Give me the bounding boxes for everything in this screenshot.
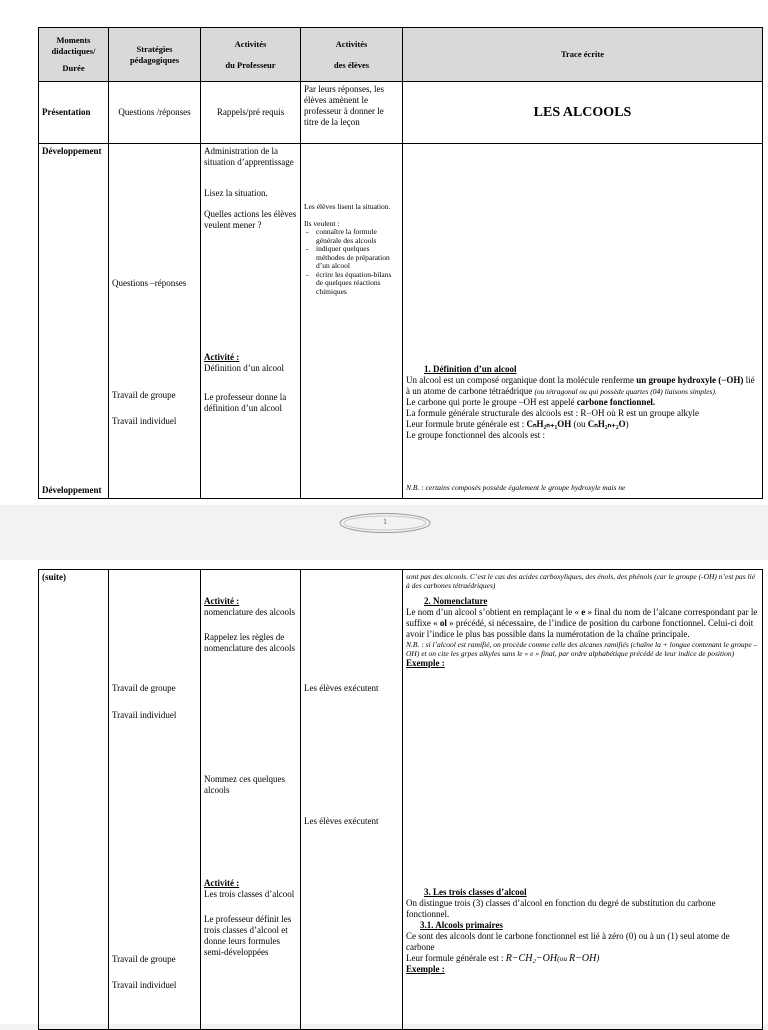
heading-classes: 3. Les trois classes d’alcool (424, 887, 527, 897)
cell-trace-dev: 1. Définition d’un alcool Un alcool est un composé organique dont la molécule renferme un groupe hydroxyle (−OH) lié à un atome de carbone tétraédrique (ou tétragonal ou qui possède quartes (04) liaisons simples). Le carbone qui porte le groupe –OH est appelé carbone fonctionnel. La formule générale structurale des alcools est : R−OH où R est un groupe alkyle Leur formule brute générale est : CₙH₂ₙ₊₁OH (ou CₙH₂ₙ₊₂O) Le groupe fonctionnel des alcools est : N.B. : certains composés possède également le groupe hydroxyle mais ne (403, 144, 763, 499)
header-activites-prof: Activités du Professeur (201, 28, 301, 82)
cell-eleves-reponses: Par leurs réponses, les élèves amènent le professeur à donner le titre de la leçon (301, 82, 403, 144)
cell-strategie-questions: Questions /réponses (109, 82, 201, 144)
cell-strategies-dev: Questions –réponses Travail de groupe Travail individuel (109, 144, 201, 499)
cell-eleves-p2: Les élèves exécutent Les élèves exécutent (301, 570, 403, 1030)
header-moments: Moments didactiques/ Durée (39, 28, 109, 82)
cell-trace-p2: sont pas des alcools. C’est le cas des acides carboxyliques, des énols, des phénols (car le groupe (-OH) n’est pas lié à des carbones tétraédriques) 2. Nomenclature Le nom d’un alcool s’obtient en remplaçant le « e » final du nom de l’alcane correspondant par le suffixe « ol » précédé, si nécessaire, de l’indice de position du carbone fonctionnel. Celui-ci doit avoir l’indice le plus bas possible dans la numérotation de la chaîne principale. N.B. : si l’alcool est ramifié, on procède comme celle des alcanes ramifiés (chaîne la + longue contenant le groupe –OH) et on cite les grpes alkyles sans le « e » final, par ordre alphabétique précédé de leur indice de position) Exemple : 3. Les trois classes d’alcool On distingue trois (3) classes d’alcool en fonction du degré de substitution du carbone fonctionnel. 3.1. Alcools primaires Ce sont des alcools dont le carbone fonctionnel est lié à zéro (0) ou à un (1) seul atome de carbone Leur formule générale est : R−CH₂−OH(ou R−OH) Exemple : (403, 570, 763, 1030)
cell-rappels: Rappels/pré requis (201, 82, 301, 144)
lesson-table-2 (38, 569, 763, 1030)
cell-strategies-p2: Travail de groupe Travail individuel Travail de groupe Travail individuel (109, 570, 201, 1030)
heading-nomenclature: 2. Nomenclature (424, 596, 488, 606)
lesson-table-1 (38, 27, 763, 499)
header-activites-eleves: Activités des élèves (301, 28, 403, 82)
cell-developpement: Développement Développement (39, 144, 109, 499)
lesson-title: LES ALCOOLS (403, 82, 763, 144)
cell-eleves-dev: Les élèves lisent la situation. Ils veulent : - connaître la formule générale des alcools - indiquer quelques méthodes de préparation d’un alcool - écrire les équation-bilans de quelques réactions chimiques (301, 144, 403, 499)
cell-prof-p2: Activité : nomenclature des alcools Rappelez les règles de nomenclature des alcools Nommez ces quelques alcools Activité : Les trois classes d’alcool Le professeur définit les trois classes d’alcool et donne leurs formules semi-développées (201, 570, 301, 1030)
heading-alcools-primaires: 3.1. Alcools primaires (420, 920, 503, 930)
cell-suite: (suite) (39, 570, 109, 1030)
page-number: 1 (338, 512, 432, 534)
cell-prof-dev: Administration de la situation d’apprentissage Lisez la situation. Quelles actions les élèves veulent mener ? Activité : Définition d’un alcool Le professeur donne la définition d’un alcool (201, 144, 301, 499)
page-2 (0, 560, 768, 1024)
header-strategies: Stratégies pédagogiques (109, 28, 201, 82)
eleves-list: - connaître la formule générale des alcools - indiquer quelques méthodes de préparation d’un alcool - écrire les équation-bilans de quelques réactions chimiques (304, 228, 399, 296)
header-trace-ecrite: Trace écrite (403, 28, 763, 82)
cell-presentation: Présentation (39, 82, 109, 144)
heading-definition: 1. Définition d’un alcool (424, 364, 517, 374)
